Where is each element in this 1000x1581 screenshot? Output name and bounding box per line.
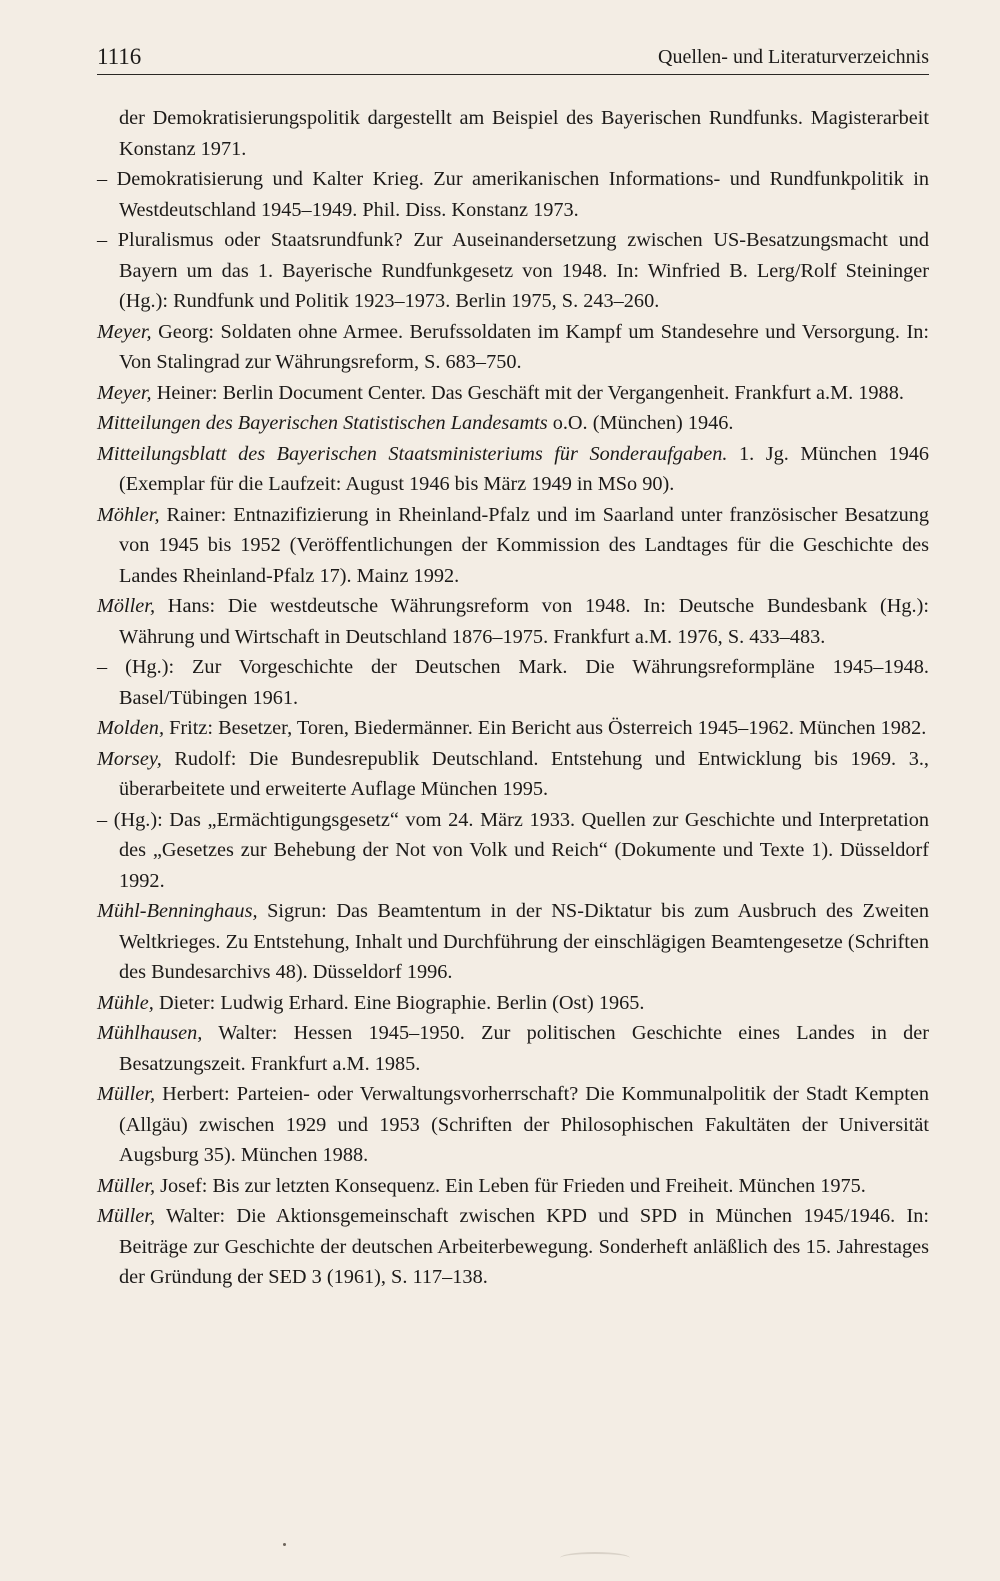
bibliography-entry (97, 896, 929, 988)
entry-text: Herbert: Parteien- oder Verwaltungsvorherrschaft? Die Kommunalpolitik der Stadt Kempten (Allgäu) zwischen 1929 und 1953 (Schriften der Philosophischen Fakultäten der Universität Augsburg 35). München 1988. (119, 1083, 929, 1166)
bibliography-entry (97, 439, 929, 500)
entry-text: Heiner: Berlin Document Center. Das Geschäft mit der Vergangenheit. Frankfurt a.M. 1988. (151, 381, 904, 404)
entry-author: Möller, (97, 595, 156, 617)
running-head (97, 44, 929, 75)
entry-text: Fritz: Besetzer, Toren, Biedermänner. Ein Bericht aus Österreich 1945–1962. München 1982. (164, 717, 927, 739)
entry-text: – Demokratisierung und Kalter Krieg. Zur amerikanischen Informations- und Rundfunkpolitik in Westdeutschland 1945–1949. Phil. Diss. Konstanz 1973. (97, 168, 929, 221)
entry-text: Rainer: Entnazifizierung in Rheinland-Pfalz und im Saarland unter französischer Besatzung von 1945 bis 1952 (Veröffentlichungen der Kommission des Landtages für die Geschichte des Landes Rheinland-Pfalz 17). Mainz 1992. (119, 503, 929, 587)
entry-text: Georg: Soldaten ohne Armee. Berufssoldaten im Kampf um Standesehre und Versorgung. In: Von Stalingrad zur Währungsreform, S. 683–750. (119, 320, 929, 373)
bibliography-entry (97, 652, 929, 713)
entry-title: Mitteilungen des Bayerischen Statistischen Landesamts (97, 412, 548, 434)
bibliography-entry (97, 225, 929, 317)
entry-author: Müller, (97, 1205, 156, 1227)
bibliography-entry (97, 317, 929, 378)
bleed-through-mark (560, 1552, 630, 1564)
entry-text: Josef: Bis zur letzten Konsequenz. Ein Leben für Frieden und Freiheit. München 1975. (155, 1174, 866, 1197)
entry-text: 1. Jg. München 1946 (Exemplar für die Laufzeit: August 1946 bis März 1949 in MSo 90). (119, 442, 929, 495)
bibliography-entry (97, 1171, 929, 1202)
bibliography-entry (97, 103, 929, 164)
entry-author: Mühl-Benninghaus, (97, 900, 258, 922)
entry-text: – (Hg.): Zur Vorgeschichte der Deutschen Mark. Die Währungsreformpläne 1945–1948. Basel/Tübingen 1961. (97, 656, 929, 709)
entry-text: Walter: Die Aktionsgemeinschaft zwischen KPD und SPD in München 1945/1946. In: Beiträge zur Geschichte der deutschen Arbeiterbewegung. Sonderheft anläßlich des 15. Jahrestages der Gründung der SED 3 (1961), S. 117–138. (119, 1205, 929, 1288)
bibliography-entry (97, 1201, 929, 1293)
entry-text: o.O. (München) 1946. (547, 412, 734, 434)
entry-text: Dieter: Ludwig Erhard. Eine Biographie. Berlin (Ost) 1965. (153, 991, 645, 1014)
entry-author: Morsey, (97, 747, 162, 770)
bibliography-entry (97, 378, 929, 409)
bibliography-list (97, 103, 929, 1293)
print-speck (283, 1543, 286, 1546)
entry-author: Möhler, (97, 503, 160, 526)
entry-text: Rudolf: Die Bundesrepublik Deutschland. Entstehung und Entwicklung bis 1969. 3., überarbeitete und erweiterte Auflage München 1995. (119, 747, 929, 800)
entry-text: Sigrun: Das Beamtentum in der NS-Diktatur bis zum Ausbruch des Zweiten Weltkrieges. Zu Entstehung, Inhalt und Durchführung der einschlägigen Beamtengesetze (Schriften des Bundesarchivs 48). Düsseldorf 1996. (119, 900, 929, 983)
entry-author: Müller, (97, 1083, 156, 1105)
bibliography-entry (97, 988, 929, 1019)
bibliography-entry (97, 500, 929, 592)
entry-author: Mühlhausen, (97, 1022, 203, 1044)
bibliography-entry (97, 713, 929, 744)
entry-author: Meyer, (97, 381, 152, 404)
entry-text: – (Hg.): Das „Ermächtigungsgesetz“ vom 24. März 1933. Quellen zur Geschichte und Interpretation des „Gesetzes zur Behebung der Not von Volk und Reich“ (Dokumente und Texte 1). Düsseldorf 1992. (97, 808, 929, 892)
bibliography-entry (97, 1018, 929, 1079)
entry-author: Molden, (97, 717, 165, 739)
page-number: 1116 (97, 44, 142, 69)
entry-author: Müller, (97, 1174, 156, 1197)
bibliography-entry (97, 1079, 929, 1171)
entry-author: Mühle, (97, 991, 154, 1014)
entry-text: der Demokratisierungspolitik dargestellt am Beispiel des Bayerischen Rundfunks. Magisterarbeit Konstanz 1971. (119, 107, 929, 160)
entry-text: Hans: Die westdeutsche Währungsreform von 1948. In: Deutsche Bundesbank (Hg.): Währung und Wirtschaft in Deutschland 1876–1975. Frankfurt a.M. 1976, S. 433–483. (119, 595, 929, 648)
bibliography-entry (97, 164, 929, 225)
entry-author: Meyer, (97, 320, 152, 343)
bibliography-entry (97, 805, 929, 897)
section-title: Quellen- und Literaturverzeichnis (658, 46, 929, 68)
entry-title: Mitteilungsblatt des Bayerischen Staatsministeriums für Sonderaufgaben. (97, 442, 728, 465)
entry-text: Walter: Hessen 1945–1950. Zur politischen Geschichte eines Landes in der Besatzungszeit. Frankfurt a.M. 1985. (119, 1022, 929, 1075)
bibliography-entry (97, 408, 929, 439)
entry-text: – Pluralismus oder Staatsrundfunk? Zur Auseinandersetzung zwischen US-Besatzungsmacht und Bayern um das 1. Bayerische Rundfunkgesetz von 1948. In: Winfried B. Lerg/Rolf Steininger (Hg.): Rundfunk und Politik 1923–1973. Berlin 1975, S. 243–260. (97, 229, 929, 312)
bibliography-entry (97, 744, 929, 805)
bibliography-entry (97, 591, 929, 652)
